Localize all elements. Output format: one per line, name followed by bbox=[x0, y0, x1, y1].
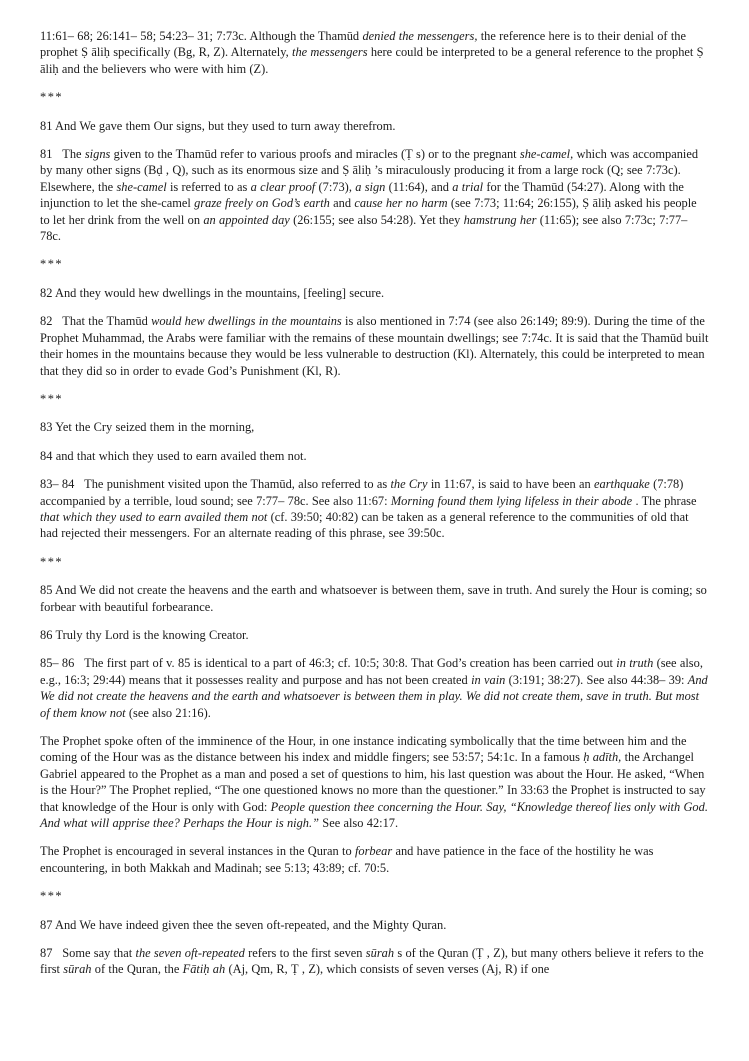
text-run: of the Quran, the bbox=[91, 962, 183, 977]
italic-text-run: cause her no harm bbox=[354, 196, 448, 211]
text-run: 87 And We have indeed given thee the seven oft-repeated, and the Mighty Quran. bbox=[40, 917, 447, 932]
text-run: 83– 84 The punishment visited upon the Thamūd, also referred to as bbox=[40, 477, 391, 492]
italic-text-run: Fātiḥ ah bbox=[182, 962, 226, 977]
text-run: . The phrase bbox=[632, 493, 697, 508]
italic-text-run: the Cry bbox=[390, 477, 428, 492]
text-run: *** bbox=[40, 554, 64, 569]
italic-text-run: graze freely on God’s earth bbox=[194, 196, 330, 211]
italic-text-run: earthquake bbox=[594, 477, 650, 492]
text-run: 84 and that which they used to earn availed them not. bbox=[40, 448, 307, 463]
commentary-paragraph bbox=[40, 655, 709, 721]
italic-text-run: a sign bbox=[355, 179, 386, 194]
italic-text-run: in truth bbox=[616, 656, 654, 671]
text-run: refers to the first seven bbox=[244, 946, 366, 961]
text-run: and bbox=[329, 196, 355, 211]
text-run: 82 And they would hew dwellings in the mountains, [feeling] secure. bbox=[40, 285, 385, 300]
italic-text-run: an appointed day bbox=[203, 212, 290, 227]
italic-text-run: in vain bbox=[471, 672, 506, 687]
section-separator bbox=[40, 888, 709, 904]
italic-text-run: a clear proof bbox=[250, 179, 316, 194]
text-run: The Prophet spoke often of the imminence of the Hour, in one instance indicating symbolically that the time between him and the coming of the Hour was as the distance between his index and middle fingers; see 53:57; 54:1c. In a famous bbox=[40, 734, 687, 765]
text-run: (11:65); see also 7:73c; 7:77– 78c. bbox=[40, 212, 688, 244]
text-run: the Archangel Gabriel appeared to the Prophet as a man and posed a set of questions to him, his last question was about the Hour. He asked, “When is the Hour?” The Prophet replied, “The one questioned knows no more than the questioner.” In 33:63 the Prophet is instructed to say that knowledge of the Hour is only with God: bbox=[40, 750, 706, 814]
verse-paragraph bbox=[40, 917, 709, 933]
text-run: (11:64), and bbox=[385, 179, 453, 194]
text-run: 85– 86 The first part of v. 85 is identical to a part of 46:3; cf. 10:5; 30:8. That God’s creation has been carried out bbox=[40, 656, 617, 671]
section-separator bbox=[40, 554, 709, 570]
commentary-paragraph bbox=[40, 733, 709, 831]
text-run: 81 And We gave them Our signs, but they used to turn away therefrom. bbox=[40, 118, 396, 133]
text-run: *** bbox=[40, 391, 64, 406]
verse-paragraph bbox=[40, 627, 709, 643]
text-run: which was accompanied by many other signs (Bḍ , Q), such as its enormous size and Ṣ āliḥ ’s miraculously producing it from a large rock (Q; see 7:73c). Elsewhere, the bbox=[40, 147, 699, 194]
commentary-paragraph bbox=[40, 28, 709, 77]
commentary-paragraph bbox=[40, 843, 709, 876]
text-run: 82 That the Thamūd bbox=[40, 314, 152, 329]
text-run: (see 7:73; 11:64; 26:155), Ṣ āliḥ asked his people to let her drink from the well on bbox=[40, 196, 697, 227]
text-run: 85 And We did not create the heavens and the earth and whatsoever is between them, save in truth. And surely the Hour is coming; so forbear with beautiful forbearance. bbox=[40, 583, 707, 614]
section-separator bbox=[40, 391, 709, 407]
text-run: (see also 21:16). bbox=[125, 705, 211, 720]
section-separator bbox=[40, 256, 709, 272]
italic-text-run: denied the messengers, bbox=[362, 29, 478, 43]
text-run: 86 Truly thy Lord is the knowing Creator. bbox=[40, 627, 249, 642]
text-run: (Aj, Qm, R, Ṭ , Z), which consists of seven verses (Aj, R) if one bbox=[225, 962, 550, 977]
verse-paragraph bbox=[40, 419, 709, 435]
text-run: See also 42:17. bbox=[319, 816, 399, 831]
italic-text-run: Morning found them lying lifeless in their abode bbox=[390, 493, 633, 508]
text-run: (cf. 39:50; 40:82) can be taken as a general reference to the communities of old that had rejected their messengers. For an alternate reading of this phrase, see 39:50c. bbox=[40, 509, 689, 541]
text-run: s of the Quran (Ṭ , Z), but many others believe it refers to the first bbox=[40, 946, 704, 977]
verse-paragraph bbox=[40, 448, 709, 464]
text-run: *** bbox=[40, 257, 64, 272]
italic-text-run: And We did not create the heavens and the earth and whatsoever is between them in play. We did not create them, save in truth. But most of them know not bbox=[40, 672, 708, 720]
italic-text-run: would hew dwellings in the mountains bbox=[151, 314, 342, 329]
italic-text-run: sūrah bbox=[63, 962, 92, 977]
text-run: *** bbox=[40, 889, 64, 904]
text-run: for the Thamūd (54:27). Along with the injunction to let the she-camel bbox=[40, 179, 684, 211]
verse-paragraph bbox=[40, 582, 709, 615]
verse-paragraph bbox=[40, 118, 709, 134]
text-run: 81 The bbox=[40, 147, 85, 162]
text-run: (26:155; see also 54:28). Yet they bbox=[289, 212, 464, 227]
text-run: 11:61– 68; 26:141– 58; 54:23– 31; 7:73c. Although the Thamūd bbox=[40, 29, 363, 43]
italic-text-run: forbear bbox=[354, 844, 393, 859]
text-run: given to the Thamūd refer to various proofs and miracles (Ṭ s) or to the pregnant bbox=[110, 147, 520, 162]
text-column bbox=[40, 28, 709, 978]
commentary-paragraph bbox=[40, 945, 709, 978]
commentary-paragraph bbox=[40, 313, 709, 379]
text-run: the reference here is to their denial of the prophet Ṣ āliḥ specifically (Bg, R, Z). Alternately, bbox=[40, 29, 686, 60]
text-run: here could be interpreted to be a general reference to the prophet Ṣ āliḥ and the believers who were with him (Z). bbox=[40, 45, 704, 76]
italic-text-run: ḥ adīth, bbox=[583, 750, 622, 765]
italic-text-run: sūrah bbox=[365, 946, 395, 961]
italic-text-run: the seven oft-repeated bbox=[135, 946, 245, 961]
text-run: is also mentioned in 7:74 (see also 26:149; 89:9). During the time of the Prophet Muhammad, the Arabs were familiar with the remains of these mountain dwellings; see 7:74c. It is said that the Thamūd built their homes in the mountains because they would be less vulnerable to destruction (Kl). Alternately, this could be interpreted to mean that they did so in order to evade God’s Punishment (Kl, R). bbox=[40, 314, 709, 378]
italic-text-run: a trial bbox=[452, 179, 484, 194]
text-run: 87 Some say that bbox=[40, 946, 136, 961]
text-run: (7:73), bbox=[315, 179, 356, 194]
italic-text-run: that which they used to earn availed them not bbox=[40, 509, 268, 524]
text-run: is referred to as bbox=[166, 179, 251, 194]
text-run: *** bbox=[40, 90, 64, 105]
text-run: and have patience in the face of the hostility he was encountering, in both Makkah and Madinah; see 5:13; 43:89; cf. 70:5. bbox=[40, 844, 654, 875]
commentary-paragraph bbox=[40, 476, 709, 542]
text-run: in 11:67, is said to have been an bbox=[427, 477, 595, 492]
text-run: (3:191; 38:27). See also 44:38– 39: bbox=[505, 672, 688, 687]
text-run: (7:78) accompanied by a terrible, loud sound; see 7:77– 78c. See also 11:67: bbox=[40, 477, 684, 508]
italic-text-run: People question thee concerning the Hour. Say, “Knowledge thereof lies only with God. And what will apprise thee? Perhaps the Hour is nigh.” bbox=[40, 799, 708, 831]
italic-text-run: signs bbox=[84, 147, 111, 162]
italic-text-run: she-camel, bbox=[519, 147, 574, 162]
italic-text-run: hamstrung her bbox=[463, 212, 537, 227]
italic-text-run: she-camel bbox=[116, 179, 167, 194]
text-run: The Prophet is encouraged in several instances in the Quran to bbox=[40, 844, 355, 859]
italic-text-run: the messengers bbox=[292, 45, 368, 60]
verse-paragraph bbox=[40, 285, 709, 301]
section-separator bbox=[40, 89, 709, 105]
text-run: 83 Yet the Cry seized them in the morning, bbox=[40, 420, 255, 435]
commentary-paragraph bbox=[40, 146, 709, 244]
text-run: (see also, e.g., 16:3; 29:44) means that it possesses reality and purpose and has not been created bbox=[40, 656, 703, 687]
